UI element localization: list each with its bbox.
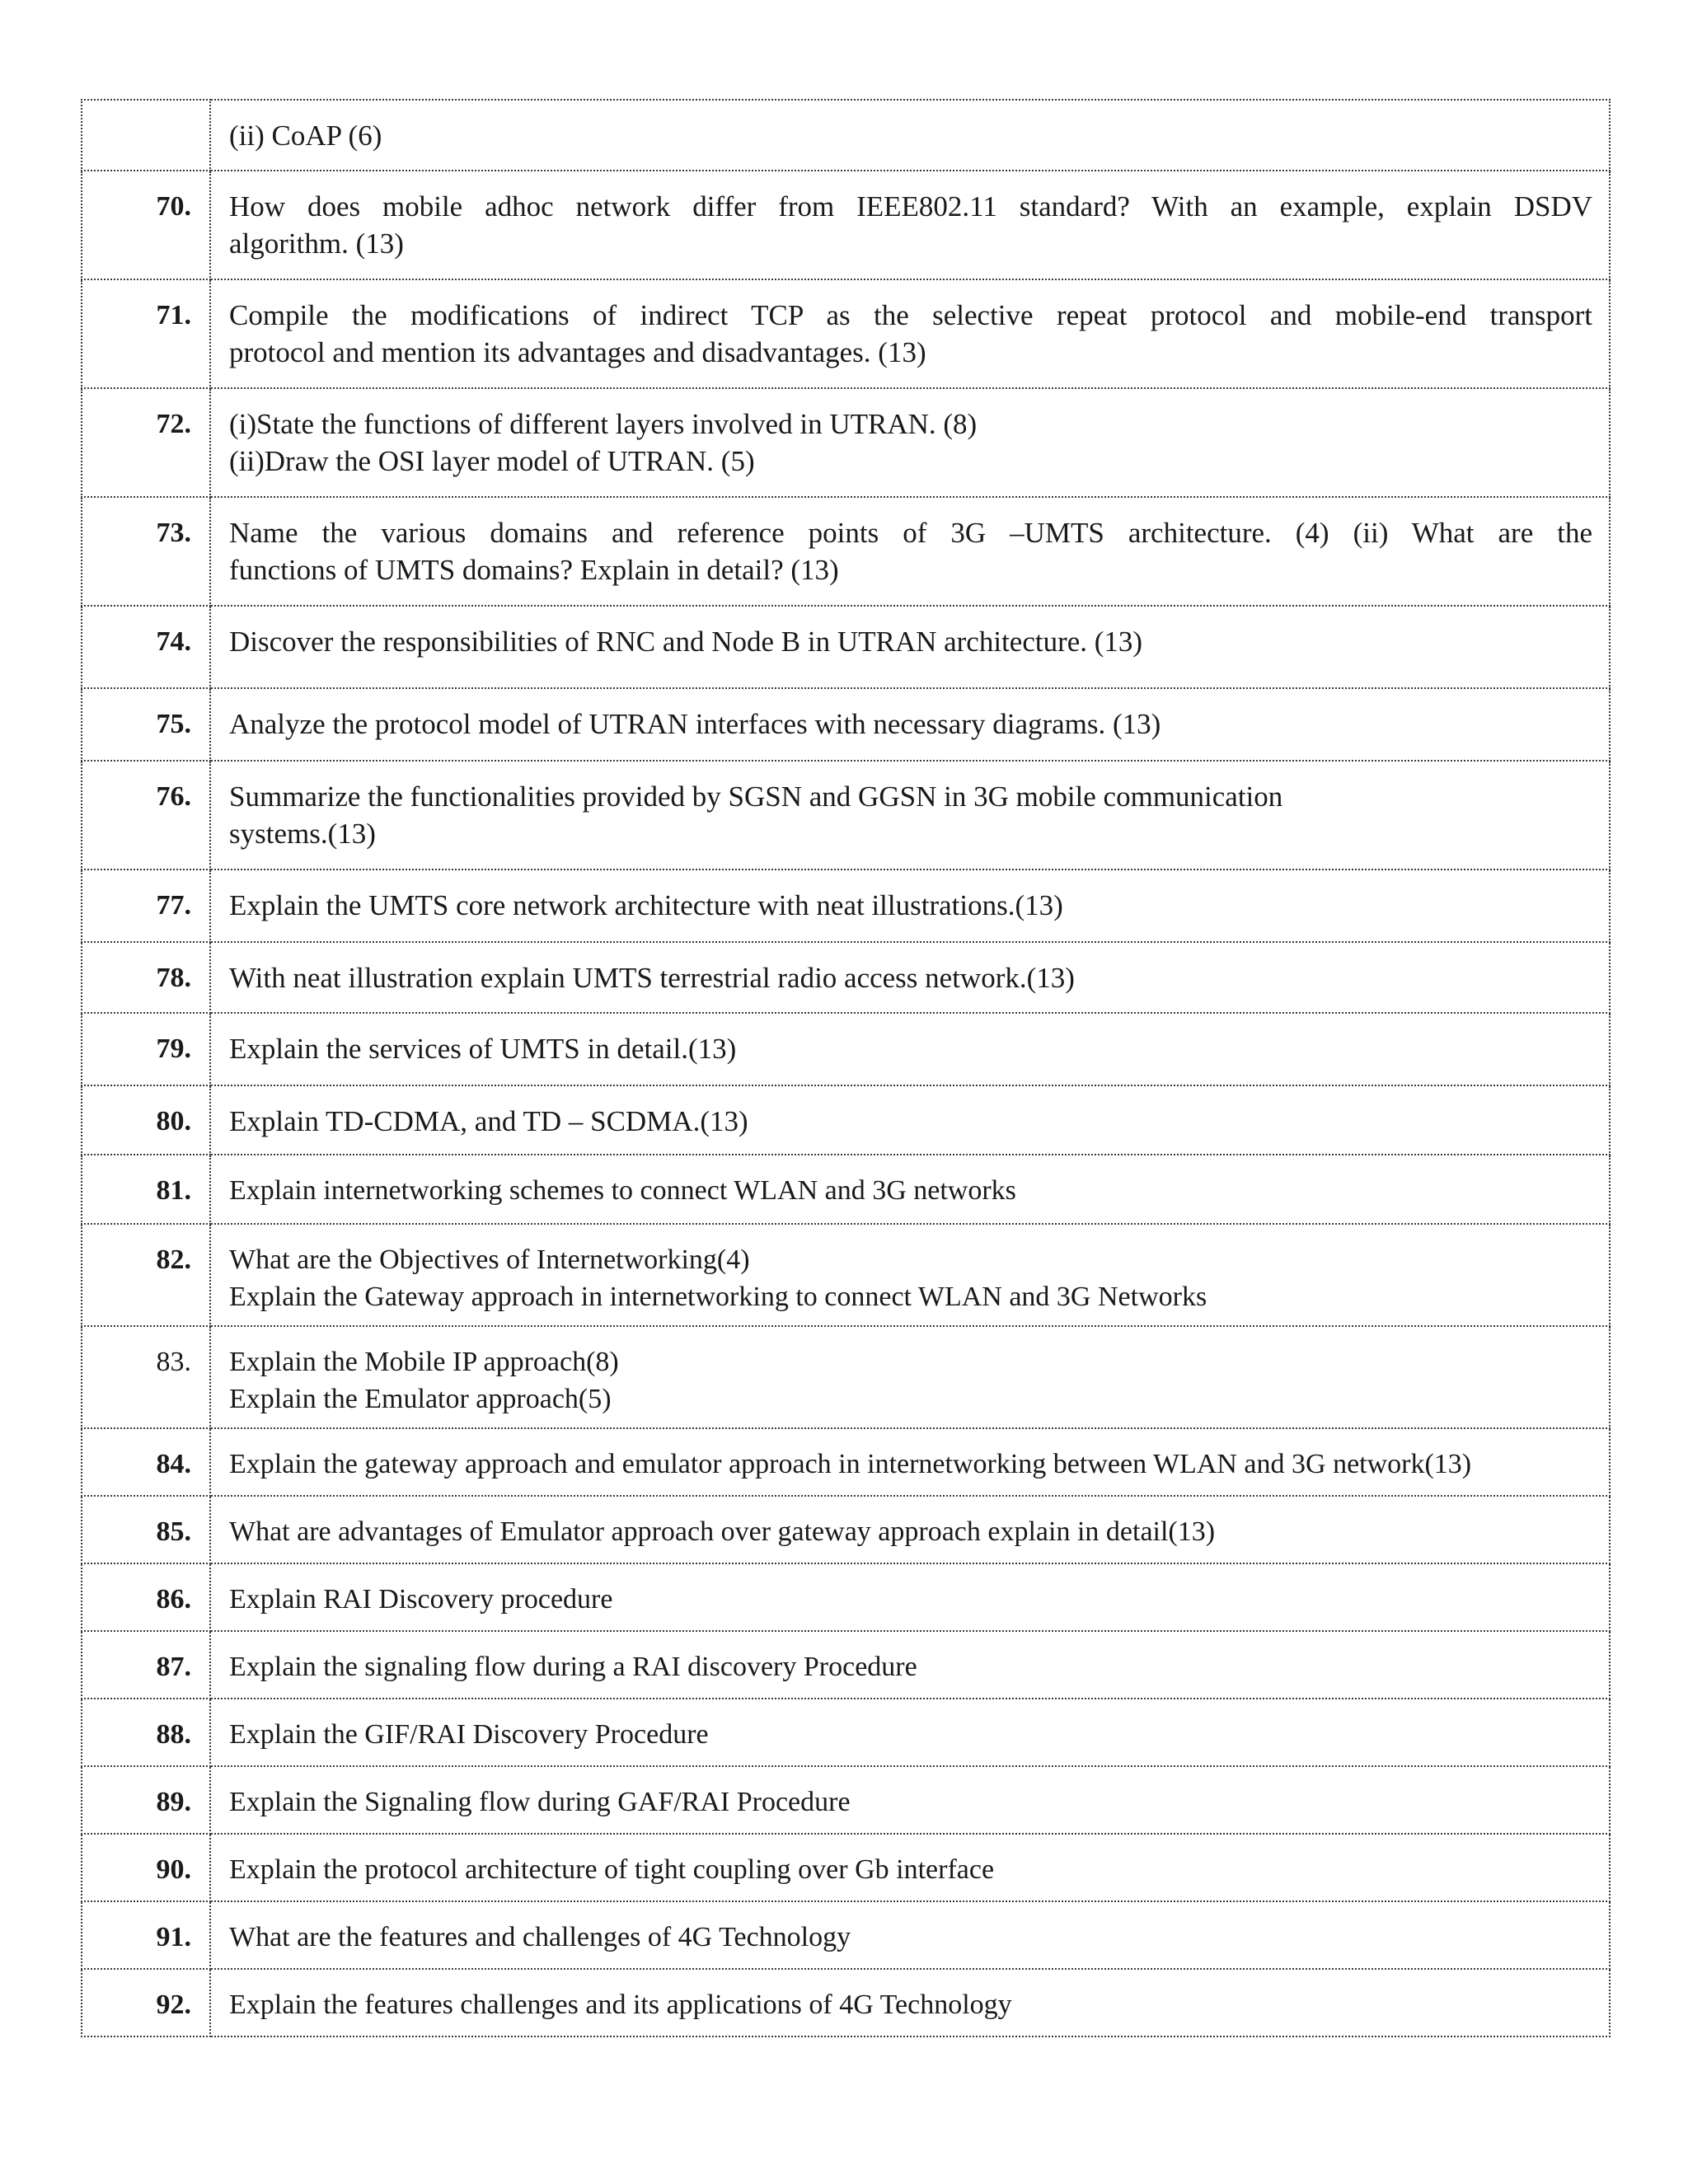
question-text-line: algorithm. (13) [229, 227, 404, 260]
question-row [82, 1699, 1610, 1766]
question-row [82, 1766, 1610, 1834]
question-number: 89. [156, 1787, 191, 1817]
question-number-cell [82, 761, 210, 869]
question-row [82, 869, 1610, 942]
question-number: 76. [156, 781, 191, 812]
question-number: 91. [156, 1922, 191, 1952]
question-text-line: Discover the responsibilities of RNC and Node B in UTRAN architecture. (13) [229, 626, 1143, 658]
question-row [82, 1496, 1610, 1563]
question-number-cell [82, 606, 210, 688]
question-row [82, 388, 1610, 497]
question-number-cell [82, 279, 210, 388]
question-text-line: Explain the features challenges and its applications of 4G Technology [229, 1990, 1012, 2020]
question-number: 74. [156, 626, 191, 657]
question-text-cell [210, 1155, 1610, 1224]
question-row [82, 1085, 1610, 1155]
question-text-line: Explain internetworking schemes to connect WLAN and 3G networks [229, 1175, 1016, 1206]
question-number: 83. [156, 1347, 191, 1377]
question-text-line: Name the various domains and reference points of 3G –UMTS architecture. (4) (ii) What are the [229, 517, 1592, 549]
question-number: 78. [156, 963, 191, 993]
question-text-line: Explain the Signaling flow during GAF/RAI Procedure [229, 1787, 851, 1817]
question-row [82, 497, 1610, 606]
question-number: 82. [156, 1244, 191, 1275]
question-number: 92. [156, 1990, 191, 2020]
question-text-line: How does mobile adhoc network differ from IEEE802.11 standard? With an example, explain DSDV [229, 190, 1592, 223]
question-text-cell [210, 1224, 1610, 1326]
question-sheet [81, 99, 1611, 2037]
question-text-cell [210, 1901, 1610, 1969]
question-number-cell [82, 1428, 210, 1496]
question-text-cell [210, 1085, 1610, 1155]
question-number [191, 111, 209, 128]
question-text-cell [210, 171, 1610, 279]
question-text-line: Explain the services of UMTS in detail.(13) [229, 1033, 737, 1065]
question-table-body [82, 100, 1610, 2036]
question-number: 79. [156, 1033, 191, 1064]
question-text-line: (ii)Draw the OSI layer model of UTRAN. (5) [229, 445, 755, 477]
question-text-line: Summarize the functionalities provided by SGSN and GGSN in 3G mobile communication [229, 780, 1283, 813]
question-number: 80. [156, 1106, 191, 1137]
question-text-cell [210, 1631, 1610, 1699]
question-table [81, 99, 1611, 2037]
question-text-line: Explain the Gateway approach in internetworking to connect WLAN and 3G Networks [229, 1282, 1207, 1312]
question-text-cell [210, 1969, 1610, 2036]
question-row [82, 606, 1610, 688]
question-text-cell [210, 1428, 1610, 1496]
question-text-cell [210, 279, 1610, 388]
question-number: 72. [156, 409, 191, 439]
question-number: 75. [156, 709, 191, 739]
question-number-cell [82, 1496, 210, 1563]
question-text-line: systems.(13) [229, 818, 376, 850]
question-row [82, 100, 1610, 171]
question-text-cell [210, 1496, 1610, 1563]
question-number-cell [82, 942, 210, 1013]
question-number: 73. [156, 518, 191, 548]
question-number-cell [82, 1834, 210, 1901]
question-text-line: Explain the UMTS core network architecture with neat illustrations.(13) [229, 889, 1063, 921]
question-number: 90. [156, 1854, 191, 1885]
question-text-cell [210, 761, 1610, 869]
question-number-cell [82, 1699, 210, 1766]
question-number: 81. [156, 1175, 191, 1206]
question-number-cell [82, 1224, 210, 1326]
question-text-line: (i)State the functions of different layers involved in UTRAN. (8) [229, 408, 978, 440]
question-number-cell [82, 1155, 210, 1224]
question-number-cell [82, 869, 210, 942]
question-text-line: Explain the gateway approach and emulator approach in internetworking between WLAN and 3G network(13) [229, 1449, 1472, 1479]
question-text-cell [210, 100, 1610, 171]
question-text-line: protocol and mention its advantages and disadvantages. (13) [229, 336, 926, 368]
question-text-line: Explain the Emulator approach(5) [229, 1384, 612, 1414]
question-number: 88. [156, 1719, 191, 1750]
question-number-cell [82, 1766, 210, 1834]
question-text-cell [210, 1834, 1610, 1901]
question-row [82, 279, 1610, 388]
question-number-cell [82, 1969, 210, 2036]
question-text-cell [210, 942, 1610, 1013]
question-row [82, 1631, 1610, 1699]
question-row [82, 1155, 1610, 1224]
question-text-line: (ii) CoAP (6) [229, 120, 382, 152]
question-text-line: What are the features and challenges of 4G Technology [229, 1922, 851, 1952]
question-row [82, 1563, 1610, 1631]
question-row [82, 1834, 1610, 1901]
question-number-cell [82, 1085, 210, 1155]
question-number-cell [82, 100, 210, 171]
question-row [82, 1428, 1610, 1496]
question-number-cell [82, 1013, 210, 1085]
question-number-cell [82, 1326, 210, 1428]
question-number: 84. [156, 1449, 191, 1479]
question-text-line: Explain the Mobile IP approach(8) [229, 1347, 619, 1377]
question-number: 77. [156, 890, 191, 921]
question-number: 71. [156, 300, 191, 330]
question-text-cell [210, 1013, 1610, 1085]
question-text-line: functions of UMTS domains? Explain in detail? (13) [229, 554, 839, 586]
question-row [82, 688, 1610, 761]
question-row [82, 1969, 1610, 2036]
question-number-cell [82, 1563, 210, 1631]
question-text-line: Explain RAI Discovery procedure [229, 1584, 613, 1615]
question-number-cell [82, 688, 210, 761]
question-row [82, 1224, 1610, 1326]
question-text-cell [210, 869, 1610, 942]
question-text-line: Analyze the protocol model of UTRAN interfaces with necessary diagrams. (13) [229, 708, 1161, 740]
question-text-line: Explain the GIF/RAI Discovery Procedure [229, 1719, 709, 1750]
question-row [82, 1326, 1610, 1428]
question-number-cell [82, 388, 210, 497]
question-text-cell [210, 388, 1610, 497]
question-text-cell [210, 688, 1610, 761]
question-text-line: Explain the signaling flow during a RAI discovery Procedure [229, 1652, 917, 1682]
question-row [82, 761, 1610, 869]
question-number: 86. [156, 1584, 191, 1615]
question-text-line: What are the Objectives of Internetworking(4) [229, 1244, 750, 1275]
question-text-line: Explain the protocol architecture of tight coupling over Gb interface [229, 1854, 995, 1885]
question-row [82, 171, 1610, 279]
question-row [82, 1901, 1610, 1969]
question-text-cell [210, 1326, 1610, 1428]
question-text-cell [210, 606, 1610, 688]
question-number: 87. [156, 1652, 191, 1682]
question-text-line: With neat illustration explain UMTS terrestrial radio access network.(13) [229, 962, 1075, 994]
question-row [82, 1013, 1610, 1085]
question-row [82, 942, 1610, 1013]
question-number-cell [82, 1901, 210, 1969]
question-text-cell [210, 1563, 1610, 1631]
question-number-cell [82, 497, 210, 606]
question-number: 70. [156, 191, 191, 222]
question-text-cell [210, 1766, 1610, 1834]
question-number-cell [82, 1631, 210, 1699]
question-text-line: Explain TD-CDMA, and TD – SCDMA.(13) [229, 1105, 748, 1137]
question-text-cell [210, 497, 1610, 606]
question-text-line: What are advantages of Emulator approach over gateway approach explain in detail(13) [229, 1516, 1216, 1547]
question-text-cell [210, 1699, 1610, 1766]
question-number: 85. [156, 1516, 191, 1547]
question-text-line: Compile the modifications of indirect TCP as the selective repeat protocol and mobile-end transport [229, 299, 1592, 331]
question-number-cell [82, 171, 210, 279]
